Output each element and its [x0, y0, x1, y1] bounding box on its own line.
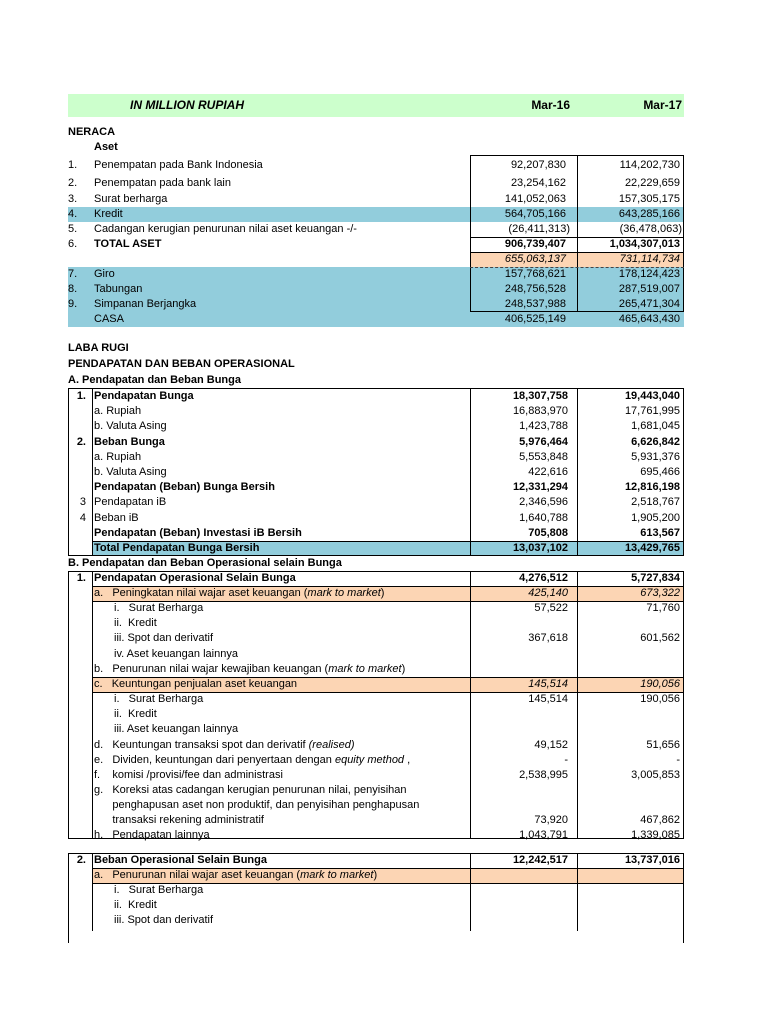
row-label: ii. Kredit: [114, 899, 157, 912]
row-label: d. Keuntungan transaksi spot dan derivatif (realised): [94, 738, 355, 751]
row-value-mar17: 19,443,040: [624, 390, 680, 402]
row-number: 3: [79, 496, 86, 509]
row-value-mar17: 695,466: [640, 466, 680, 478]
row-value-mar16: 367,618: [528, 632, 568, 645]
row-label: penghapusan aset non produktif, dan penyisihan penghapusan: [94, 799, 420, 812]
row-value-mar17: 613,567: [640, 526, 680, 539]
row-number: 2.: [76, 435, 86, 448]
row-label: Pendapatan iB: [94, 496, 167, 509]
row-value-mar17: 467,862: [640, 814, 680, 827]
row-value-mar17: 1,339,085: [631, 829, 680, 842]
row-number: 1.: [76, 572, 86, 584]
row-value-mar17: -: [676, 753, 680, 766]
row-value-mar16: 145,514: [528, 693, 568, 706]
row-label: b. Valuta Asing: [94, 420, 167, 433]
row-label: Pendapatan (Beban) Investasi iB Bersih: [94, 526, 302, 539]
laba-rugi-title: LABA RUGI: [68, 342, 129, 354]
row-number: 1.: [76, 390, 86, 402]
row-value-mar17: 673,322: [640, 587, 680, 599]
row-value-mar16: 13,037,102: [512, 542, 568, 554]
row-label: b. Penurunan nilai wajar kewajiban keuangan (mark to market): [94, 662, 406, 675]
row-value-mar17: 3,005,853: [631, 768, 680, 781]
row-value-mar17: 17,761,995: [624, 405, 680, 418]
row-label: a. Peningkatan nilai wajar aset keuangan (mark to market): [94, 587, 385, 599]
row-value-mar16: 12,331,294: [512, 481, 568, 494]
col-divider: [92, 571, 93, 839]
laba-rugi-subtitle: PENDAPATAN DAN BEBAN OPERASIONAL: [68, 358, 295, 370]
row-number: 4: [79, 511, 86, 524]
row-value-mar16: 57,522: [534, 602, 568, 615]
row-value-mar17: 1,905,200: [631, 511, 680, 524]
row-value-mar16: 2,346,596: [519, 496, 568, 509]
row-label: g. Koreksi atas cadangan kerugian penurunan nilai, penyisihan: [94, 783, 407, 796]
row-label: iv. Aset keuangan lainnya: [114, 647, 238, 660]
row-value-mar16: -: [564, 753, 568, 766]
row-value-mar16: 425,140: [528, 587, 568, 599]
row-label: a. Penurunan nilai wajar aset keuangan (mark to market): [94, 869, 378, 881]
row-label: Pendapatan Operasional Selain Bunga: [94, 572, 296, 584]
row-value-mar17: 13,429,765: [624, 542, 680, 554]
row-label: iii. Spot dan derivatif: [114, 632, 214, 645]
row-value-mar17: 13,737,016: [624, 854, 680, 866]
row-value-mar17: 2,518,767: [631, 496, 680, 509]
header-title: IN MILLION RUPIAH: [130, 98, 244, 112]
header-col2: Mar-17: [643, 98, 682, 112]
row-label: b. Valuta Asing: [94, 466, 167, 478]
row-value-mar16: 145,514: [528, 677, 568, 690]
row-label: a. Rupiah: [94, 450, 142, 463]
row-label: Pendapatan (Beban) Bunga Bersih: [94, 481, 275, 494]
row-label: ii. Kredit: [114, 708, 157, 721]
row-label: f. komisi /provisi/fee dan administrasi: [94, 768, 283, 781]
section-b-title: B. Pendapatan dan Beban Operasional selain Bunga: [68, 557, 342, 569]
row-value-mar16: 5,553,848: [519, 450, 568, 463]
row-value-mar17: 51,656: [646, 738, 680, 751]
row-value-mar16: 705,808: [528, 526, 568, 539]
neraca-title: NERACA: [68, 126, 116, 138]
row-value-mar16: 2,538,995: [519, 768, 568, 781]
row-label: iii. Spot dan derivatif: [114, 914, 214, 927]
row-value-mar17: 601,562: [640, 632, 680, 645]
col-divider: [92, 388, 93, 556]
row-value-mar17: 1,681,045: [631, 420, 680, 433]
row-value-mar17: 190,056: [640, 693, 680, 706]
neraca-subtitle: Aset: [94, 141, 118, 153]
row-label: a. Rupiah: [94, 405, 142, 418]
row-label: c. Keuntungan penjualan aset keuangan: [94, 677, 298, 690]
row-value-mar17: 5,727,834: [631, 572, 680, 584]
row-value-mar16: 422,616: [528, 466, 568, 478]
row-value-mar17: 71,760: [646, 602, 680, 615]
row-value-mar16: 5,976,464: [519, 435, 568, 448]
col-divider: [92, 853, 93, 931]
row-value-mar17: 5,931,376: [631, 450, 680, 463]
row-label: Beban iB: [94, 511, 139, 524]
row-value-mar16: 1,423,788: [519, 420, 568, 433]
row-label: transaksi rekening administratif: [94, 814, 264, 827]
row-value-mar16: 1,640,788: [519, 511, 568, 524]
row-value-mar16: 12,242,517: [512, 854, 568, 866]
row-label: iii. Aset keuangan lainnya: [114, 723, 239, 736]
row-label: i. Surat Berharga: [114, 602, 204, 615]
row-number: 2.: [76, 854, 86, 866]
row-label: h. Pendapatan lainnya: [94, 829, 210, 842]
section-a-title: A. Pendapatan dan Beban Bunga: [68, 374, 241, 386]
row-label: Beban Operasional Selain Bunga: [94, 854, 267, 866]
row-value-mar16: 1,043,791: [519, 829, 568, 842]
header-col1: Mar-16: [531, 98, 570, 112]
row-label: i. Surat Berharga: [114, 693, 204, 706]
row-label: Pendapatan Bunga: [94, 390, 194, 402]
row-value-mar17: 12,816,198: [624, 481, 680, 494]
row-value-mar17: 190,056: [640, 677, 680, 690]
row-value-mar17: 6,626,842: [631, 435, 680, 448]
row-value-mar16: 4,276,512: [519, 572, 568, 584]
row-value-mar16: 18,307,758: [512, 390, 568, 402]
row-value-mar16: 73,920: [534, 814, 568, 827]
row-label: i. Surat Berharga: [114, 884, 204, 897]
row-label: Beban Bunga: [94, 435, 165, 448]
row-label: ii. Kredit: [114, 617, 157, 630]
row-value-mar16: 16,883,970: [512, 405, 568, 418]
row-label: Total Pendapatan Bunga Bersih: [94, 542, 260, 554]
row-label: e. Dividen, keuntungan dari penyertaan dengan equity method ,: [94, 753, 411, 766]
row-value-mar16: 49,152: [534, 738, 568, 751]
